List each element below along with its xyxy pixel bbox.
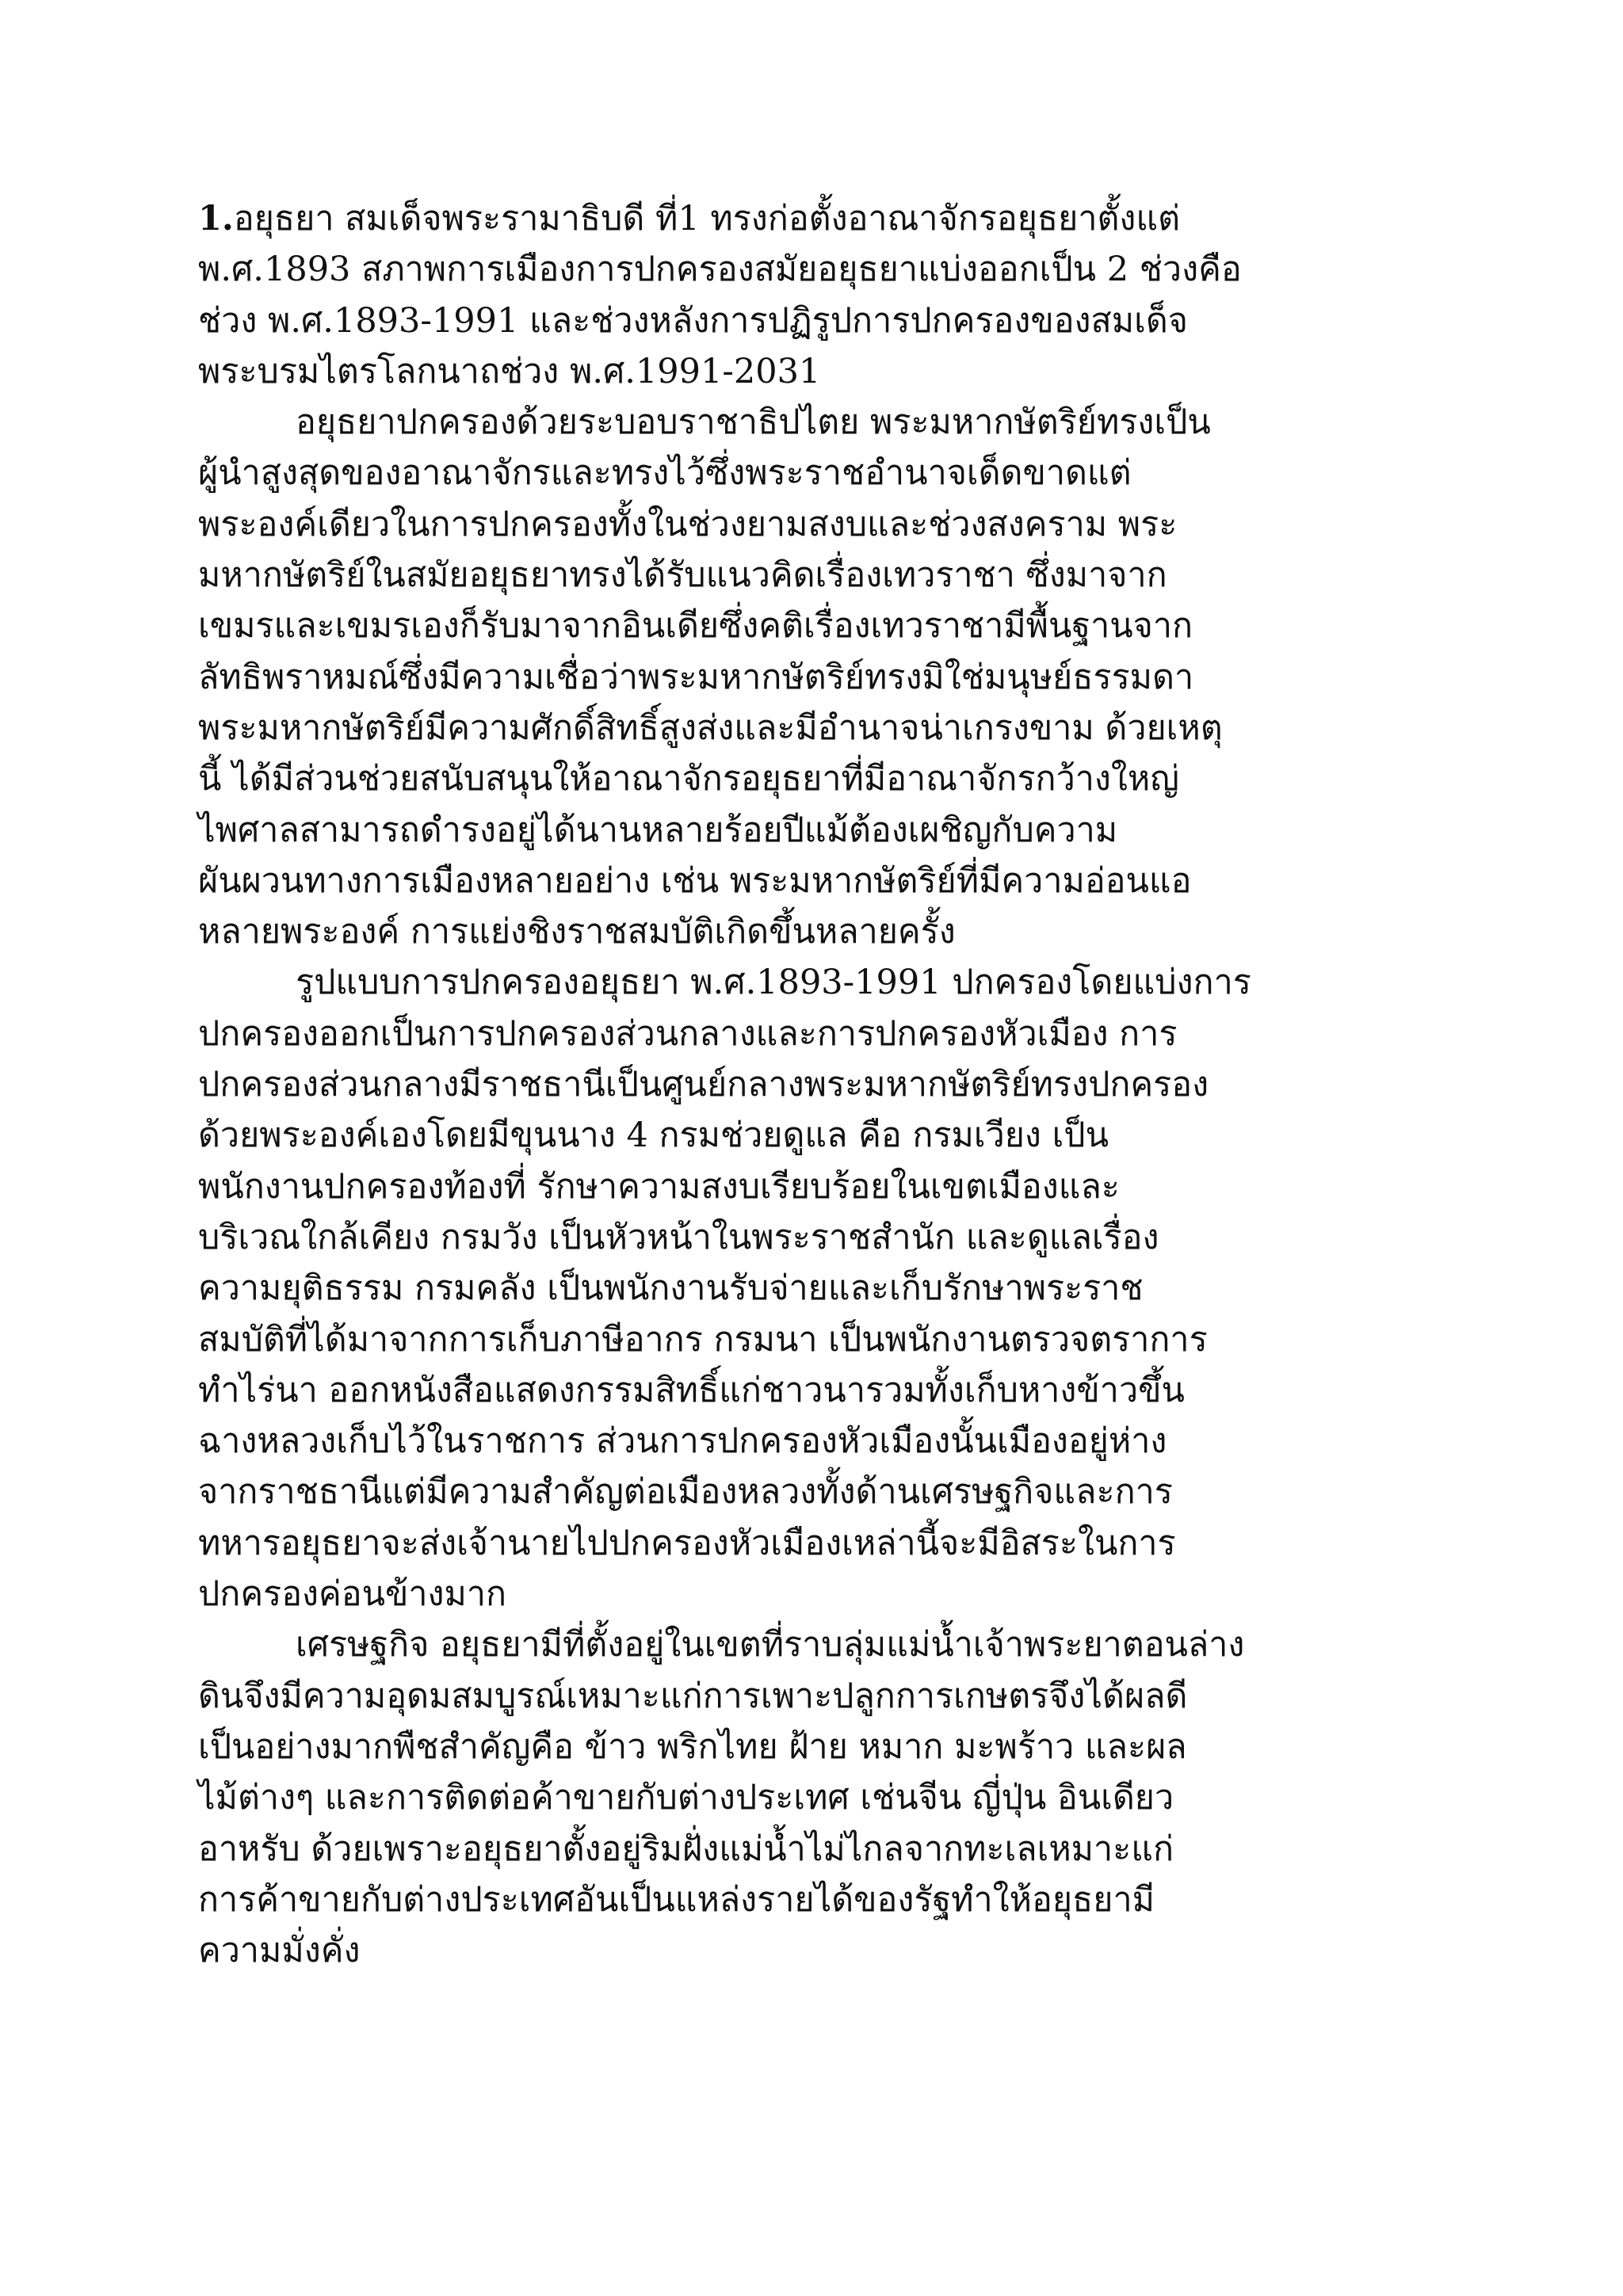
- paragraph-1: [198, 193, 1434, 397]
- text-line: มหากษัตริย์ในสมัยอยุธยาทรงได้รับแนวคิดเรื่องเทวราชา ซึ่งมาจาก: [198, 555, 1167, 596]
- text-line: รูปแบบการปกครองอยุธยา พ.ศ.1893-1991 ปกครองโดยแบ่งการ: [296, 963, 1251, 1003]
- text-line: ลัทธิพราหมณ์ซึ่งมีความเชื่อว่าพระมหากษัตริย์ทรงมิใช่มนุษย์ธรรมดา: [198, 657, 1194, 697]
- text-line: พ.ศ.1893 สภาพการเมืองการปกครองสมัยอยุธยาแบ่งออกเป็น 2 ช่วงคือ: [198, 250, 1242, 290]
- text-line: ฉางหลวงเก็บไว้ในราชการ ส่วนการปกครองหัวเมืองนั้นเมืองอยู่ห่าง: [198, 1421, 1167, 1462]
- text-line-content: อยุธยา สมเด็จพระรามาธิบดี ที่1 ทรงก่อตั้งอาณาจักรอยุธยาตั้งแต่: [233, 199, 1181, 238]
- text-line: บริเวณใกล้เคียง กรมวัง เป็นหัวหน้าในพระราชสำนัก และดูแลเรื่อง: [198, 1217, 1159, 1257]
- text-line: ทหารอยุธยาจะส่งเจ้านายไปปกครองหัวเมืองเหล่านี้จะมีอิสระในการ: [198, 1523, 1176, 1563]
- text-line: พระบรมไตรโลกนาถช่วง พ.ศ.1991-2031: [198, 351, 821, 391]
- text-line: นี้ ได้มีส่วนช่วยสนับสนุนให้อาณาจักรอยุธยาที่มีอาณาจักรกว้างใหญ่: [198, 759, 1179, 799]
- section-number: 1.: [198, 199, 234, 238]
- text-line: เขมรและเขมรเองก็รับมาจากอินเดียซึ่งคติเรื่องเทวราชามีพื้นฐานจาก: [198, 606, 1193, 646]
- text-line: อาหรับ ด้วยเพราะอยุธยาตั้งอยู่ริมฝั่งแม่น้ำไม่ไกลจากทะเลเหมาะแก่: [198, 1829, 1174, 1869]
- text-line: ผู้นำสูงสุดของอาณาจักรและทรงไว้ซึ่งพระราชอำนาจเด็ดขาดแต่: [198, 453, 1132, 494]
- text-line: ไม้ต่างๆ และการติดต่อค้าขายกับต่างประเทศ เช่นจีน ญี่ปุ่น อินเดียว: [198, 1778, 1174, 1818]
- text-line: ทำไร่นา ออกหนังสือแสดงกรรมสิทธิ์แก่ชาวนารวมทั้งเก็บหางข้าวขึ้น: [198, 1370, 1185, 1410]
- text-line: พนักงานปกครองท้องที่ รักษาความสงบเรียบร้อยในเขตเมืองและ: [198, 1166, 1120, 1207]
- text-line: พระองค์เดียวในการปกครองทั้งในช่วงยามสงบและช่วงสงคราม พระ: [198, 504, 1178, 544]
- text-line: ช่วง พ.ศ.1893-1991 และช่วงหลังการปฏิรูปการปกครองของสมเด็จ: [198, 300, 1188, 341]
- text-line: อยุธยาปกครองด้วยระบอบราชาธิปไตย พระมหากษัตริย์ทรงเป็น: [296, 402, 1211, 443]
- text-line: ความยุติธรรม กรมคลัง เป็นพนักงานรับจ่ายและเก็บรักษาพระราช: [198, 1268, 1144, 1309]
- text-line: ความมั่งคั่ง: [198, 1931, 361, 1971]
- text-line: เศรษฐกิจ อยุธยามีที่ตั้งอยู่ในเขตที่ราบลุ่มแม่น้ำเจ้าพระยาตอนล่าง: [296, 1625, 1245, 1665]
- paragraph-2: [198, 397, 1434, 957]
- text-line: เป็นอย่างมากพืชสำคัญคือ ข้าว พริกไทย ฝ้าย หมาก มะพร้าว และผล: [198, 1726, 1187, 1767]
- text-line: ดินจึงมีความอุดมสมบูรณ์เหมาะแก่การเพาะปลูกการเกษตรจึงได้ผลดี: [198, 1676, 1188, 1716]
- text-line: หลายพระองค์ การแย่งชิงราชสมบัติเกิดขึ้นหลายครั้ง: [198, 912, 956, 952]
- text-line: ปกครองค่อนข้างมาก: [198, 1574, 507, 1615]
- text-line: ไพศาลสามารถดำรงอยู่ได้นานหลายร้อยปีแม้ต้องเผชิญกับความ: [198, 810, 1118, 850]
- document-body: [198, 193, 1434, 1976]
- text-line: การค้าขายกับต่างประเทศอันเป็นแหล่งรายได้ของรัฐทำให้อยุธยามี: [198, 1879, 1155, 1920]
- paragraph-3: [198, 957, 1434, 1619]
- text-line: [198, 193, 1434, 244]
- text-line: สมบัติที่ได้มาจากการเก็บภาษีอากร กรมนา เป็นพนักงานตรวจตราการ: [198, 1319, 1208, 1360]
- text-line: ปกครองส่วนกลางมีราชธานีเป็นศูนย์กลางพระมหากษัตริย์ทรงปกครอง: [198, 1065, 1209, 1105]
- paragraph-4: [198, 1619, 1434, 1976]
- text-line: จากราชธานีแต่มีความสำคัญต่อเมืองหลวงทั้งด้านเศรษฐกิจและการ: [198, 1472, 1173, 1512]
- text-line: พระมหากษัตริย์มีความศักดิ์สิทธิ์สูงส่งและมีอำนาจน่าเกรงขาม ด้วยเหตุ: [198, 707, 1223, 748]
- text-line: ปกครองออกเป็นการปกครองส่วนกลางและการปกครองหัวเมือง การ: [198, 1013, 1178, 1054]
- text-line: ผันผวนทางการเมืองหลายอย่าง เช่น พระมหากษัตริย์ที่มีความอ่อนแอ: [198, 860, 1192, 901]
- text-line: ด้วยพระองค์เองโดยมีขุนนาง 4 กรมช่วยดูแล คือ กรมเวียง เป็น: [198, 1116, 1109, 1156]
